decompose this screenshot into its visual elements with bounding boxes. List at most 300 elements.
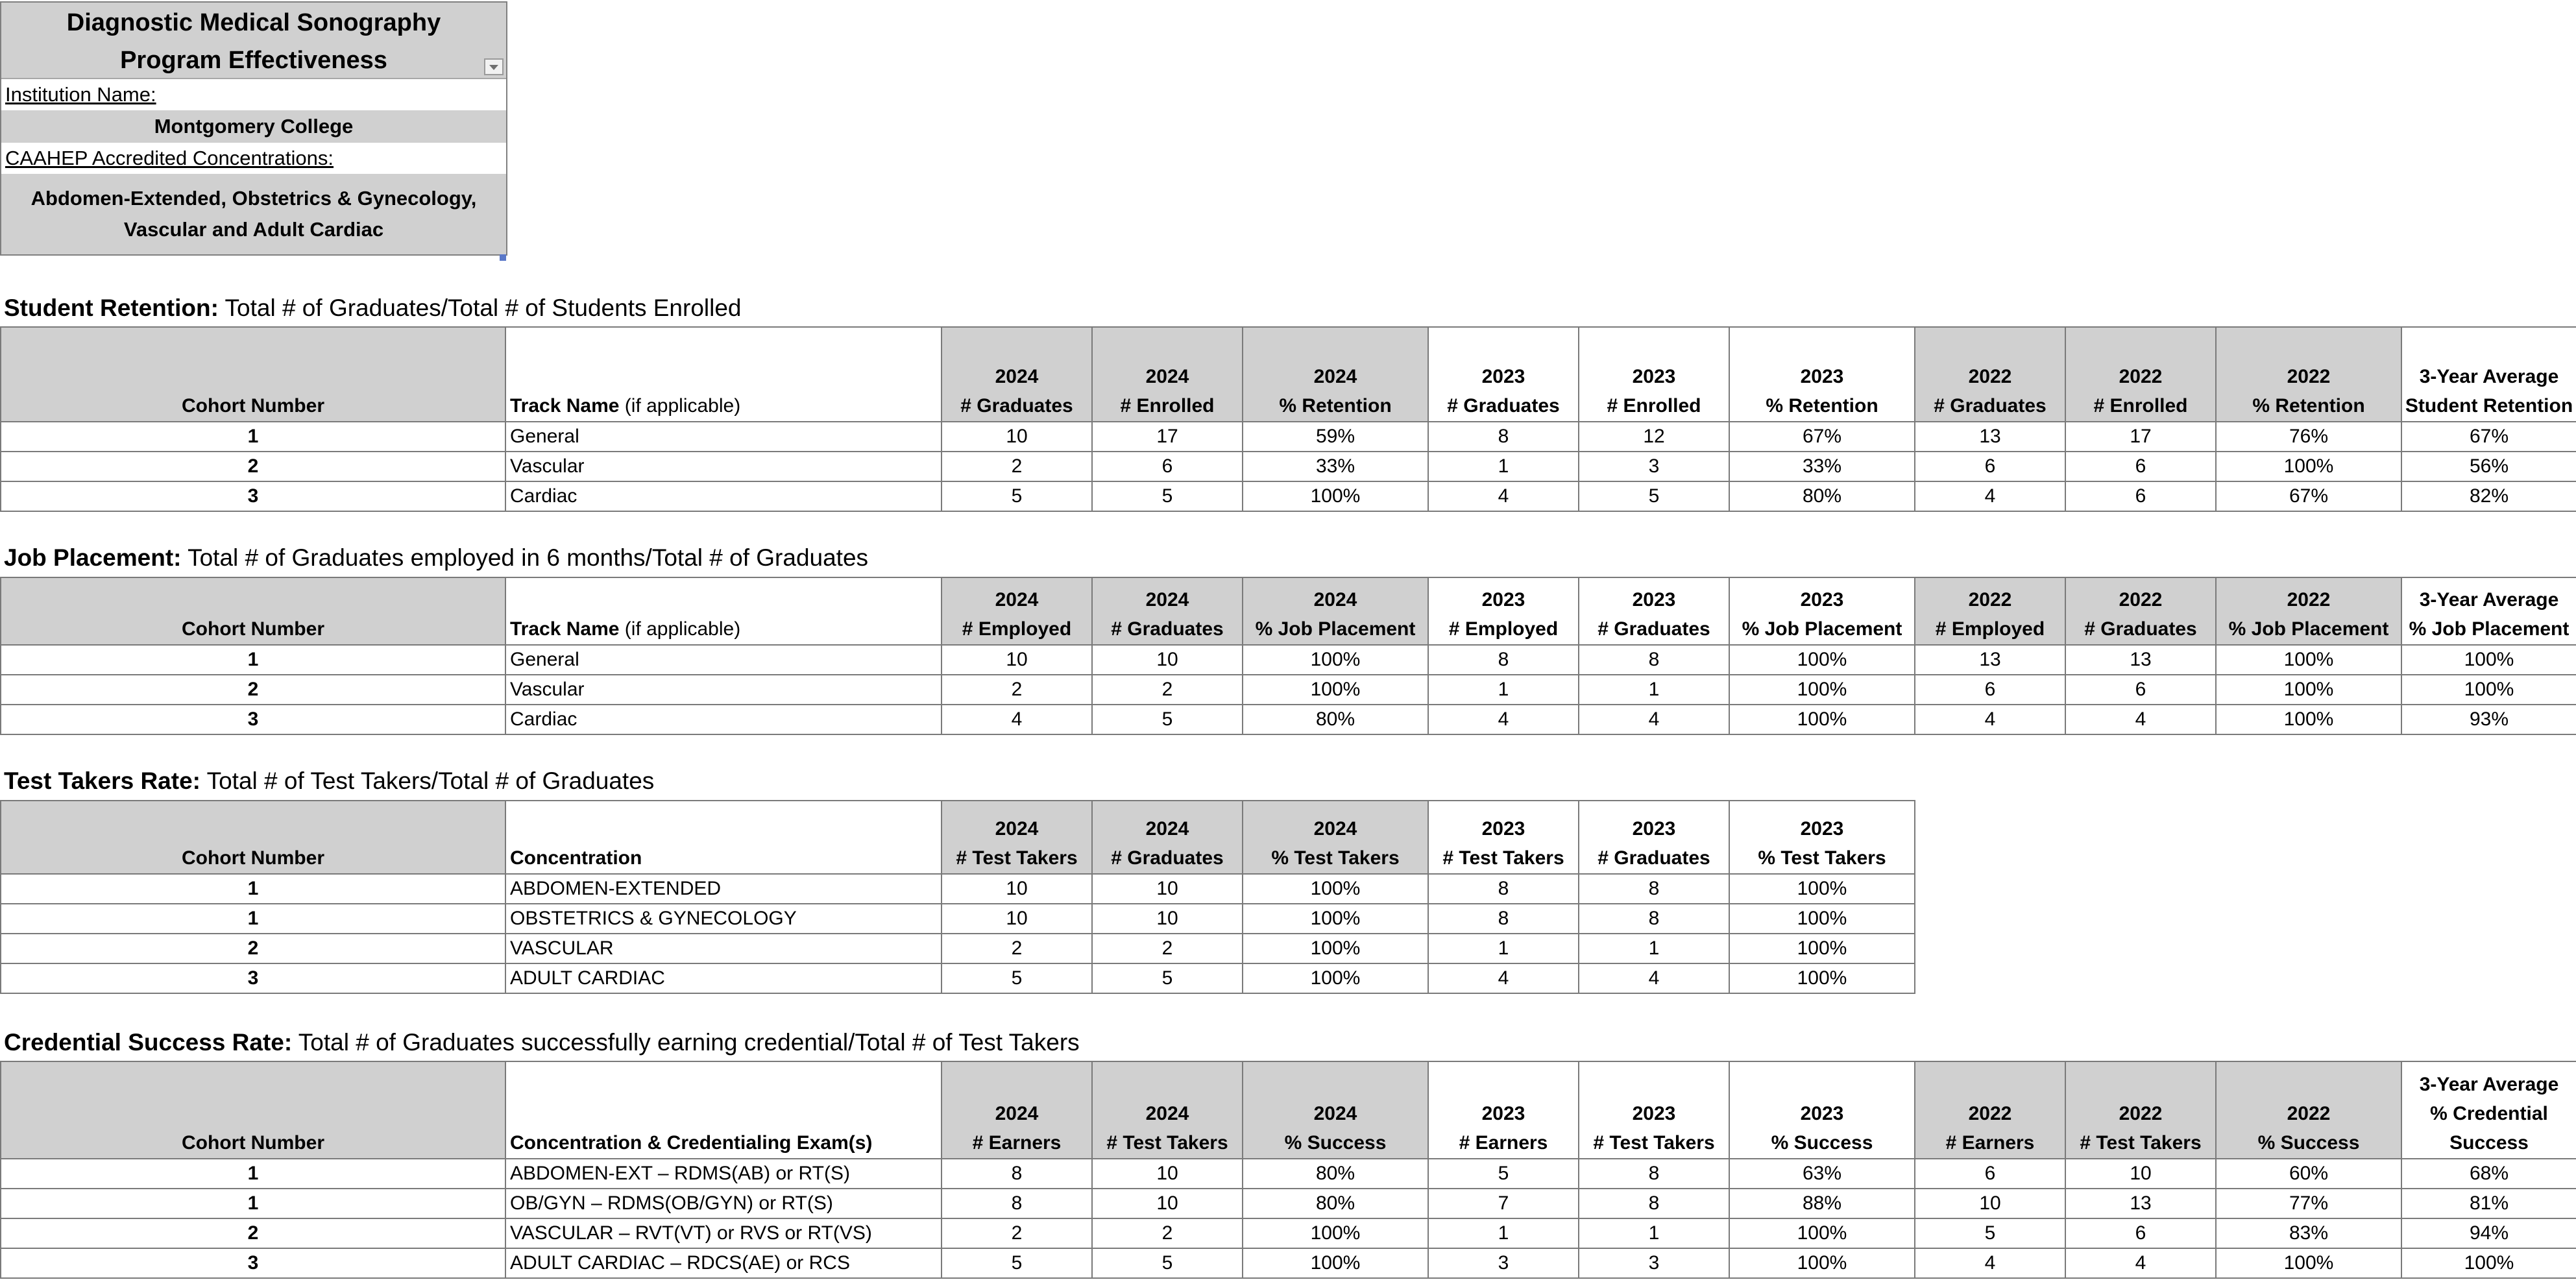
cohort-cell[interactable]: 3 [1, 963, 505, 993]
column-header-line: 2024 [1313, 589, 1357, 611]
column-header-line: 2023 [1632, 1103, 1676, 1124]
column-header-line: 2022 [2119, 1103, 2163, 1124]
value-cell[interactable]: 2 [1092, 675, 1243, 705]
column-header-line: 3-Year Average [2419, 1074, 2559, 1095]
cohort-cell[interactable]: 2 [1, 1218, 505, 1248]
value-cell[interactable]: 100% [1243, 675, 1428, 705]
column-header [1428, 327, 1579, 422]
value-cell[interactable]: 100% [1729, 1248, 1915, 1278]
value-cell[interactable]: 12 [1579, 422, 1729, 452]
value-cell[interactable]: 4 [942, 705, 1092, 734]
value-cell[interactable]: 1 [1428, 452, 1579, 481]
value-cell[interactable]: 8 [1428, 874, 1579, 904]
value-cell[interactable]: 7 [1428, 1189, 1579, 1218]
column-header-line: # Test Takers [2080, 1132, 2202, 1154]
column-header [1243, 327, 1428, 422]
resize-handle-icon[interactable] [500, 254, 506, 261]
retention-table [0, 326, 2576, 512]
column-header-line: 2022 [2287, 1103, 2331, 1124]
value-cell[interactable]: 4 [1915, 1248, 2065, 1278]
table-row [1, 963, 1915, 993]
value-cell[interactable]: 2 [942, 452, 1092, 481]
column-header-line: 2023 [1632, 818, 1676, 840]
track-name-header: Concentration [505, 801, 942, 874]
value-cell[interactable]: 8 [1579, 904, 1729, 934]
column-header-line: # Employed [962, 618, 1072, 640]
value-cell[interactable]: 77% [2216, 1189, 2401, 1218]
column-header-line: % Test Takers [1271, 847, 1400, 869]
column-header [942, 327, 1092, 422]
track-name-cell[interactable]: OB/GYN – RDMS(OB/GYN) or RT(S) [505, 1189, 942, 1218]
value-cell[interactable]: 100% [2401, 1248, 2576, 1278]
value-cell[interactable]: 1 [1579, 934, 1729, 963]
column-header [1579, 577, 1729, 645]
cohort-number-header: Cohort Number [1, 327, 505, 422]
column-header [2401, 1061, 2576, 1159]
value-cell[interactable]: 80% [1243, 1189, 1428, 1218]
institution-label: Institution Name: [1, 79, 506, 110]
value-cell[interactable]: 10 [942, 874, 1092, 904]
column-header-line: # Earners [1459, 1132, 1548, 1154]
column-header-line: 2022 [2119, 589, 2163, 611]
table-row [1, 1189, 2576, 1218]
value-cell[interactable]: 100% [1243, 874, 1428, 904]
column-header [1729, 801, 1915, 874]
column-header-line: 2024 [995, 589, 1039, 611]
testtakers-section-title [4, 766, 654, 796]
value-cell[interactable]: 67% [1729, 422, 1915, 452]
value-cell[interactable]: 2 [942, 934, 1092, 963]
value-cell[interactable]: 59% [1243, 422, 1428, 452]
table-row [1, 422, 2576, 452]
column-header-line: 2024 [1145, 818, 1189, 840]
column-header-line: # Earners [972, 1132, 1062, 1154]
value-cell[interactable]: 4 [2065, 705, 2216, 734]
value-cell[interactable]: 100% [1243, 963, 1428, 993]
track-name-cell[interactable]: VASCULAR – RVT(VT) or RVS or RT(VS) [505, 1218, 942, 1248]
value-cell[interactable]: 67% [2216, 481, 2401, 511]
placement-title-rest: Total # of Graduates employed in 6 months/Total # of Graduates [181, 544, 869, 571]
column-header-line: # Employed [1935, 618, 2045, 640]
column-header [1092, 327, 1243, 422]
value-cell[interactable]: 100% [2216, 645, 2401, 675]
cohort-cell[interactable]: 1 [1, 1159, 505, 1189]
column-header-line: % Job Placement [2228, 618, 2389, 640]
value-cell[interactable]: 13 [2065, 1189, 2216, 1218]
credential-title-rest: Total # of Graduates successfully earning credential/Total # of Test Takers [292, 1029, 1080, 1056]
column-header-line: # Graduates [2084, 618, 2197, 640]
value-cell[interactable]: 100% [1243, 934, 1428, 963]
column-header [1428, 801, 1579, 874]
column-header-line: 2023 [1800, 589, 1844, 611]
value-cell[interactable]: 3 [1579, 1248, 1729, 1278]
column-header-line: 2023 [1481, 1103, 1525, 1124]
title-line-2: Program Effectiveness [120, 47, 387, 74]
column-header [1729, 1061, 1915, 1159]
title-line-1: Diagnostic Medical Sonography [66, 9, 441, 36]
value-cell[interactable]: 10 [1092, 645, 1243, 675]
value-cell[interactable]: 2 [1092, 934, 1243, 963]
column-header-line: # Graduates [1447, 395, 1560, 417]
value-cell[interactable]: 17 [2065, 422, 2216, 452]
track-name-header [505, 577, 942, 645]
column-header-line: % Retention [1766, 395, 1878, 417]
column-header [1915, 1061, 2065, 1159]
value-cell[interactable]: 4 [2065, 1248, 2216, 1278]
column-header-line: # Graduates [1598, 847, 1710, 869]
value-cell[interactable]: 5 [1915, 1218, 2065, 1248]
column-header-line: 2024 [995, 1103, 1039, 1124]
credential-title-bold: Credential Success Rate: [4, 1029, 293, 1056]
concentrations-line-1: Abdomen-Extended, Obstetrics & Gynecology, [30, 187, 477, 210]
cohort-cell[interactable]: 2 [1, 934, 505, 963]
value-cell[interactable]: 4 [1428, 481, 1579, 511]
column-header-line: 2022 [1968, 366, 2012, 387]
value-cell[interactable]: 100% [1243, 904, 1428, 934]
column-header-line: 3-Year Average [2419, 366, 2559, 387]
track-name-cell[interactable]: VASCULAR [505, 934, 942, 963]
column-header [1915, 327, 2065, 422]
value-cell[interactable]: 6 [1915, 1159, 2065, 1189]
value-cell[interactable]: 100% [2401, 675, 2576, 705]
credential-table [0, 1061, 2576, 1279]
value-cell[interactable]: 80% [1729, 481, 1915, 511]
value-cell[interactable]: 5 [942, 1248, 1092, 1278]
column-header-line: 2023 [1800, 366, 1844, 387]
column-header-line: # Enrolled [2093, 395, 2188, 417]
concentrations-value [1, 174, 506, 254]
table-row [1, 904, 1915, 934]
value-cell[interactable]: 94% [2401, 1218, 2576, 1248]
value-cell[interactable]: 6 [2065, 452, 2216, 481]
value-cell[interactable]: 100% [1243, 1248, 1428, 1278]
value-cell[interactable]: 100% [1729, 934, 1915, 963]
value-cell[interactable]: 81% [2401, 1189, 2576, 1218]
value-cell[interactable]: 10 [1092, 1159, 1243, 1189]
track-name-cell[interactable]: Vascular [505, 675, 942, 705]
value-cell[interactable]: 100% [2401, 645, 2576, 675]
column-header-line: # Test Takers [1442, 847, 1564, 869]
value-cell[interactable]: 2 [1092, 1218, 1243, 1248]
track-name-header [505, 327, 942, 422]
value-cell[interactable]: 80% [1243, 1159, 1428, 1189]
column-header-line: % Success [2257, 1132, 2360, 1154]
value-cell[interactable]: 13 [1915, 645, 2065, 675]
value-cell[interactable]: 8 [1428, 645, 1579, 675]
column-header-line: 2022 [2119, 366, 2163, 387]
column-header-line: # Test Takers [1106, 1132, 1228, 1154]
value-cell[interactable]: 10 [1092, 874, 1243, 904]
value-cell[interactable]: 56% [2401, 452, 2576, 481]
header-row [1, 1061, 2576, 1159]
table-row [1, 481, 2576, 511]
cohort-number-header: Cohort Number [1, 1061, 505, 1159]
column-header-line: # Enrolled [1607, 395, 1701, 417]
column-header-line: 2023 [1481, 589, 1525, 611]
value-cell[interactable]: 67% [2401, 422, 2576, 452]
column-header-line: 2022 [1968, 589, 2012, 611]
value-cell[interactable]: 100% [1729, 874, 1915, 904]
value-cell[interactable]: 5 [942, 963, 1092, 993]
value-cell[interactable]: 100% [1243, 481, 1428, 511]
column-header-line: 2023 [1800, 1103, 1844, 1124]
track-name-header: Concentration & Credentialing Exam(s) [505, 1061, 942, 1159]
column-header-line: 2024 [995, 366, 1039, 387]
placement-section-title [4, 543, 868, 573]
value-cell[interactable]: 5 [942, 481, 1092, 511]
column-header-line: 2024 [1145, 589, 1189, 611]
value-cell[interactable]: 1 [1428, 675, 1579, 705]
value-cell[interactable]: 5 [1092, 705, 1243, 734]
value-cell[interactable]: 100% [1243, 1218, 1428, 1248]
track-name-cell[interactable]: ADULT CARDIAC [505, 963, 942, 993]
table-row [1, 675, 2576, 705]
value-cell[interactable]: 100% [2216, 675, 2401, 705]
column-header-line: Success [2449, 1132, 2529, 1154]
value-cell[interactable]: 6 [1092, 452, 1243, 481]
column-header-line: 2022 [2287, 366, 2331, 387]
column-header-line: % Job Placement [1742, 618, 1902, 640]
cohort-cell[interactable]: 1 [1, 1189, 505, 1218]
value-cell[interactable]: 3 [1428, 1248, 1579, 1278]
cohort-cell[interactable]: 1 [1, 904, 505, 934]
track-header-note: (if applicable) [619, 395, 741, 417]
column-header-line: # Graduates [1111, 618, 1224, 640]
value-cell[interactable]: 6 [2065, 481, 2216, 511]
column-header [1428, 1061, 1579, 1159]
table-row [1, 645, 2576, 675]
value-cell[interactable]: 100% [1243, 645, 1428, 675]
value-cell[interactable]: 5 [1428, 1159, 1579, 1189]
column-header [1092, 1061, 1243, 1159]
column-header-line: 2023 [1481, 366, 1525, 387]
value-cell[interactable]: 100% [2216, 705, 2401, 734]
track-name-cell[interactable]: General [505, 645, 942, 675]
track-name-cell[interactable]: General [505, 422, 942, 452]
value-cell[interactable]: 100% [1729, 904, 1915, 934]
concentrations-label: CAAHEP Accredited Concentrations: [1, 143, 506, 174]
value-cell[interactable]: 6 [1915, 452, 2065, 481]
cohort-cell[interactable]: 3 [1, 481, 505, 511]
column-header [1428, 577, 1579, 645]
column-header [2216, 577, 2401, 645]
column-header-line: % Success [1771, 1132, 1873, 1154]
track-name-cell[interactable]: OBSTETRICS & GYNECOLOGY [505, 904, 942, 934]
cohort-cell[interactable]: 2 [1, 675, 505, 705]
value-cell[interactable]: 8 [1579, 1159, 1729, 1189]
value-cell[interactable]: 4 [1579, 705, 1729, 734]
value-cell[interactable]: 76% [2216, 422, 2401, 452]
testtakers-title-rest: Total # of Test Takers/Total # of Graduates [200, 768, 655, 794]
column-header-line: % Job Placement [2409, 618, 2570, 640]
column-header-line: 3-Year Average [2419, 589, 2559, 611]
column-header [1579, 327, 1729, 422]
value-cell[interactable]: 8 [1579, 645, 1729, 675]
value-cell[interactable]: 10 [942, 904, 1092, 934]
cohort-number-header: Cohort Number [1, 577, 505, 645]
track-name-cell[interactable]: ABDOMEN-EXTENDED [505, 874, 942, 904]
column-header-line: % Success [1284, 1132, 1387, 1154]
value-cell[interactable]: 6 [1915, 675, 2065, 705]
column-header [1579, 1061, 1729, 1159]
value-cell[interactable]: 6 [2065, 1218, 2216, 1248]
testtakers-title-bold: Test Takers Rate: [4, 768, 200, 794]
column-header-line: # Graduates [1598, 618, 1710, 640]
track-header-note: (if applicable) [619, 618, 741, 640]
program-title [1, 3, 506, 79]
column-header [942, 577, 1092, 645]
column-header-line: # Employed [1448, 618, 1559, 640]
value-cell[interactable]: 4 [1579, 963, 1729, 993]
value-cell[interactable]: 60% [2216, 1159, 2401, 1189]
cohort-cell[interactable]: 1 [1, 422, 505, 452]
value-cell[interactable]: 4 [1428, 963, 1579, 993]
value-cell[interactable]: 2 [942, 1218, 1092, 1248]
cohort-number-header: Cohort Number [1, 801, 505, 874]
value-cell[interactable]: 88% [1729, 1189, 1915, 1218]
value-cell[interactable]: 10 [942, 645, 1092, 675]
cohort-cell[interactable]: 1 [1, 645, 505, 675]
placement-table [0, 577, 2576, 735]
value-cell[interactable]: 100% [1729, 705, 1915, 734]
table-row [1, 1218, 2576, 1248]
column-header-line: 2022 [2287, 589, 2331, 611]
retention-section-title [4, 293, 742, 323]
value-cell[interactable]: 93% [2401, 705, 2576, 734]
value-cell[interactable]: 5 [1092, 481, 1243, 511]
value-cell[interactable]: 4 [1915, 705, 2065, 734]
column-header-line: 2023 [1481, 818, 1525, 840]
value-cell[interactable]: 68% [2401, 1159, 2576, 1189]
column-header [2065, 1061, 2216, 1159]
value-cell[interactable]: 10 [942, 422, 1092, 452]
value-cell[interactable]: 8 [1579, 874, 1729, 904]
value-cell[interactable]: 33% [1243, 452, 1428, 481]
value-cell[interactable]: 1 [1428, 1218, 1579, 1248]
table-row [1, 1248, 2576, 1278]
filter-dropdown-icon[interactable] [484, 58, 504, 75]
value-cell[interactable]: 33% [1729, 452, 1915, 481]
institution-value: Montgomery College [154, 115, 354, 138]
value-cell[interactable]: 17 [1092, 422, 1243, 452]
value-cell[interactable]: 8 [942, 1189, 1092, 1218]
column-header [2401, 327, 2576, 422]
value-cell[interactable]: 4 [1915, 481, 2065, 511]
column-header [1092, 577, 1243, 645]
value-cell[interactable]: 82% [2401, 481, 2576, 511]
value-cell[interactable]: 3 [1579, 452, 1729, 481]
value-cell[interactable]: 6 [2065, 675, 2216, 705]
value-cell[interactable]: 8 [1428, 422, 1579, 452]
column-header [2065, 577, 2216, 645]
retention-title-rest: Total # of Graduates/Total # of Students Enrolled [218, 295, 742, 321]
column-header-line: # Enrolled [1120, 395, 1215, 417]
column-header-line: # Earners [1945, 1132, 2035, 1154]
column-header [2401, 577, 2576, 645]
cohort-cell[interactable]: 3 [1, 1248, 505, 1278]
value-cell[interactable]: 1 [1428, 934, 1579, 963]
track-name-cell[interactable]: ADULT CARDIAC – RDCS(AE) or RCS [505, 1248, 942, 1278]
value-cell[interactable]: 5 [1579, 481, 1729, 511]
value-cell[interactable]: 100% [1729, 645, 1915, 675]
table-row [1, 705, 2576, 734]
cohort-cell[interactable]: 3 [1, 705, 505, 734]
value-cell[interactable]: 100% [2216, 452, 2401, 481]
header-row [1, 327, 2576, 422]
column-header-line: 2024 [1145, 366, 1189, 387]
column-header-line: 2023 [1800, 818, 1844, 840]
table-row [1, 452, 2576, 481]
value-cell[interactable]: 10 [1092, 1189, 1243, 1218]
column-header [1915, 577, 2065, 645]
header-row [1, 801, 1915, 874]
track-name-cell[interactable]: Cardiac [505, 705, 942, 734]
column-header-line: % Test Takers [1758, 847, 1886, 869]
track-header-bold: Track Name [510, 395, 620, 417]
column-header [1092, 801, 1243, 874]
retention-title-bold: Student Retention: [4, 295, 219, 321]
cohort-cell[interactable]: 1 [1, 874, 505, 904]
value-cell[interactable]: 1 [1579, 675, 1729, 705]
value-cell[interactable]: 100% [1729, 675, 1915, 705]
track-name-cell[interactable]: ABDOMEN-EXT – RDMS(AB) or RT(S) [505, 1159, 942, 1189]
value-cell[interactable]: 8 [942, 1159, 1092, 1189]
value-cell[interactable]: 10 [1092, 904, 1243, 934]
column-header [2216, 1061, 2401, 1159]
value-cell[interactable]: 10 [2065, 1159, 2216, 1189]
column-header-line: 2023 [1632, 589, 1676, 611]
value-cell[interactable]: 5 [1092, 963, 1243, 993]
column-header-line: 2024 [1313, 1103, 1357, 1124]
value-cell[interactable]: 80% [1243, 705, 1428, 734]
value-cell[interactable]: 2 [942, 675, 1092, 705]
value-cell[interactable]: 4 [1428, 705, 1579, 734]
column-header-line: # Graduates [1111, 847, 1224, 869]
column-header [1579, 801, 1729, 874]
column-header [1729, 327, 1915, 422]
track-name-cell[interactable]: Vascular [505, 452, 942, 481]
column-header-line: % Job Placement [1255, 618, 1416, 640]
column-header-line: % Retention [1279, 395, 1392, 417]
value-cell[interactable]: 63% [1729, 1159, 1915, 1189]
track-name-cell[interactable]: Cardiac [505, 481, 942, 511]
value-cell[interactable]: 83% [2216, 1218, 2401, 1248]
column-header [1729, 577, 1915, 645]
value-cell[interactable]: 8 [1428, 904, 1579, 934]
value-cell[interactable]: 13 [2065, 645, 2216, 675]
column-header-line: 2022 [1968, 1103, 2012, 1124]
column-header-line: 2024 [995, 818, 1039, 840]
table-row [1, 1159, 2576, 1189]
credential-section-title [4, 1028, 1080, 1058]
cohort-cell[interactable]: 2 [1, 452, 505, 481]
column-header [2065, 327, 2216, 422]
column-header-line: Student Retention [2405, 395, 2573, 417]
value-cell[interactable]: 5 [1092, 1248, 1243, 1278]
testtakers-table [0, 800, 1915, 994]
placement-title-bold: Job Placement: [4, 544, 182, 571]
value-cell[interactable]: 100% [1729, 963, 1915, 993]
value-cell[interactable]: 8 [1579, 1189, 1729, 1218]
value-cell[interactable]: 1 [1579, 1218, 1729, 1248]
column-header [942, 801, 1092, 874]
column-header-line: 2024 [1313, 366, 1357, 387]
value-cell[interactable]: 100% [2216, 1248, 2401, 1278]
value-cell[interactable]: 100% [1729, 1218, 1915, 1248]
value-cell[interactable]: 10 [1915, 1189, 2065, 1218]
table-row [1, 934, 1915, 963]
value-cell[interactable]: 13 [1915, 422, 2065, 452]
